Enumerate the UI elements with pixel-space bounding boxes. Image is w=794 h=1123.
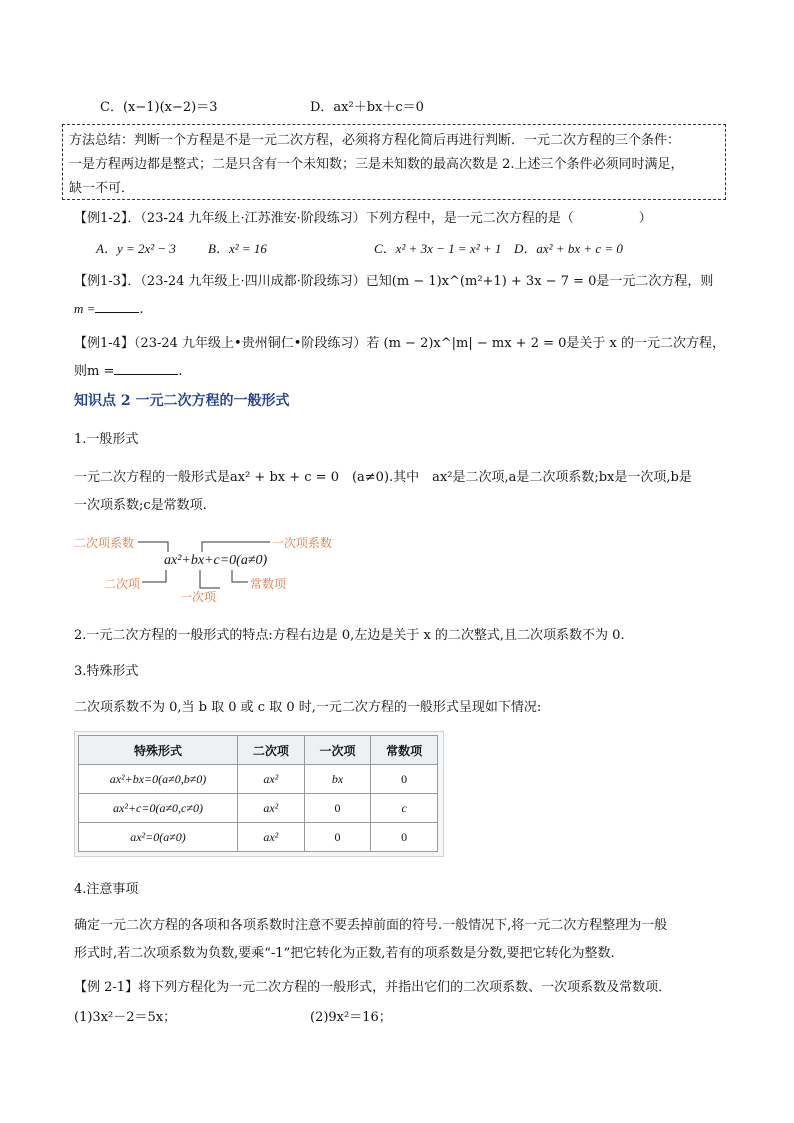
- table-cell: ax²: [238, 823, 305, 852]
- table-header: 常数项: [371, 736, 438, 765]
- example-1-2-stem: 【例1-2】．（23-24 九年级上·江苏淮安·阶段练习）下列方程中，是一元二次方程的是（ ）: [74, 211, 652, 226]
- example-1-3-stem: 【例1-3】．（23-24 九年级上·四川成都·阶段练习）已知(m − 1)x^(m²+1) + 3x − 7 = 0是一元二次方程，则: [74, 274, 714, 289]
- label-constant-term: 常数项: [250, 577, 287, 591]
- general-form-paragraph-line-1: 一元二次方程的一般形式是ax² + bx + c = 0 (a≠0).其中 ax²是二次项,a是二次项系数;bx是一次项,b是: [74, 470, 692, 485]
- special-form-paragraph: 二次项系数不为 0,当 b 取 0 或 c 取 0 时,一元二次方程的一般形式呈现如下情况:: [74, 700, 542, 715]
- method-summary-line-2: 一是方程两边都是整式；二是只含有一个未知数；三是未知数的最高次数是 2.上述三个条件必须同时满足，: [69, 157, 684, 172]
- table-cell: 0: [371, 765, 438, 794]
- table-cell: 0: [304, 794, 371, 823]
- notes-paragraph-line-2: 形式时,若二次项系数为负数,要乘“-1”把它转化为正数,若有的项系数是分数,要把它转化为整数.: [74, 946, 615, 961]
- table-cell: c: [371, 794, 438, 823]
- table-cell: 0: [304, 823, 371, 852]
- example-1-3-answer-label: m =: [74, 301, 96, 316]
- option-d: D．ax²＋bx＋c＝0: [310, 100, 424, 115]
- example-2-1-question-2: (2)9x²＝16；: [310, 1010, 392, 1025]
- label-linear-coefficient: 一次项系数: [272, 536, 333, 550]
- example-1-2-option-b: B．x² = 16: [208, 241, 267, 256]
- section-heading: 知识点 2 一元二次方程的一般形式: [74, 393, 290, 409]
- table-cell: ax²+c=0(a≠0,c≠0): [79, 794, 238, 823]
- example-1-2-option-c: C．x² + 3x − 1 = x² + 1: [374, 241, 502, 256]
- table-cell: 0: [371, 823, 438, 852]
- table-cell: ax²: [238, 765, 305, 794]
- table-cell: bx: [304, 765, 371, 794]
- option-c: C．(x−1)(x−2)＝3: [100, 100, 218, 115]
- example-2-1-stem: 【例 2-1】将下列方程化为一元二次方程的一般形式，并指出它们的二次项系数、一次项系数及常数项．: [74, 980, 672, 995]
- label-linear-term: 一次项: [180, 590, 217, 604]
- table-header: 特殊形式: [79, 736, 238, 765]
- example-1-2-option-a: A．y = 2x² − 3: [96, 241, 176, 256]
- table-cell: ax²+bx=0(a≠0,b≠0): [79, 765, 238, 794]
- table-header: 一次项: [304, 736, 371, 765]
- notes-paragraph-line-1: 确定一元二次方程的各项和各项系数时注意不要丢掉前面的符号.一般情况下,将一元二次方程整理为一般: [74, 918, 668, 933]
- general-form-paragraph-line-2: 一次项系数;c是常数项.: [74, 498, 207, 513]
- table-row: [79, 794, 438, 823]
- example-1-3-end: .: [139, 302, 144, 317]
- example-1-4-end: .: [178, 364, 183, 379]
- example-1-4-stem: 【例1-4】（23-24 九年级上•贵州铜仁•阶段练习）若 (m − 2)x^|m| − mx + 2 = 0是关于 x 的一元二次方程，: [74, 336, 725, 351]
- subsection-2-text: 2.一元二次方程的一般形式的特点:方程右边是 0,左边是关于 x 的二次整式,且二次项系数不为 0.: [74, 628, 625, 643]
- table-row: [79, 765, 438, 794]
- table-row: [79, 823, 438, 852]
- diagram-formula: ax²+bx+c=0(a≠0): [164, 553, 268, 568]
- label-quadratic-coefficient: 二次项系数: [74, 536, 135, 550]
- label-quadratic-term: 二次项: [104, 577, 141, 591]
- table-cell: ax²=0(a≠0): [79, 823, 238, 852]
- example-1-3-answer-line: [74, 300, 144, 317]
- example-2-1-question-1: (1)3x²－2＝5x；: [74, 1010, 177, 1025]
- answer-blank[interactable]: [114, 362, 178, 375]
- table-cell: ax²: [238, 794, 305, 823]
- answer-blank[interactable]: [95, 300, 139, 313]
- method-summary-line-1: 方法总结：判断一个方程是不是一元二次方程，必须将方程化简后再进行判断．一元二次方程的三个条件：: [69, 133, 681, 148]
- table-header-row: [79, 736, 438, 765]
- example-1-4-answer-line: [74, 360, 183, 379]
- example-1-4-answer-label: 则m =: [74, 364, 115, 379]
- table-header: 二次项: [238, 736, 305, 765]
- subsection-3-title: 3.特殊形式: [74, 664, 139, 679]
- method-summary-line-3: 缺一不可．: [69, 181, 135, 196]
- subsection-1-title: 1.一般形式: [74, 432, 139, 447]
- special-form-table: [78, 735, 438, 852]
- general-form-diagram: [70, 528, 350, 602]
- method-summary-box: [62, 124, 726, 200]
- subsection-4-title: 4.注意事项: [74, 882, 139, 897]
- example-1-2-option-d: D．ax² + bx + c = 0: [514, 241, 623, 256]
